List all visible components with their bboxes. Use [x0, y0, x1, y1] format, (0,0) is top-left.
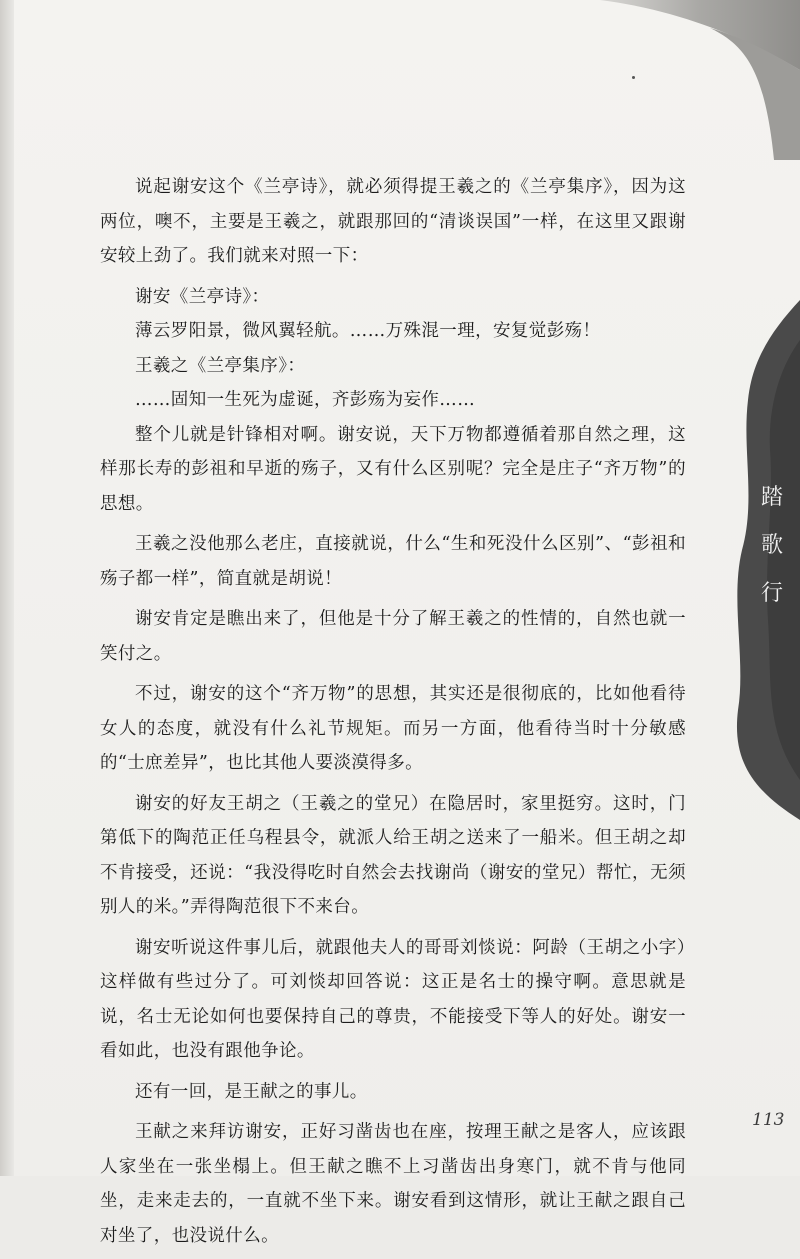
paragraph: 王献之来拜访谢安，正好习凿齿也在座，按理王献之是客人，应该跟人家坐在一张坐榻上。但王献之瞧不上习凿齿出身寒门，就不肯与他同坐，走来走去的，一直就不坐下来。谢安看到这情形，就让王献之跟自己对坐了，也没说什么。 — [100, 1122, 686, 1246]
poem-title: 谢安《兰亭诗》： — [135, 286, 270, 307]
body-text — [100, 170, 686, 1259]
paragraph: 还有一回，是王献之的事儿。 — [135, 1081, 368, 1102]
paragraph: 谢安肯定是瞧出来了，但他是十分了解王羲之的性情的，自然也就一笑付之。 — [100, 609, 686, 664]
page-speck — [632, 76, 635, 79]
page-binding-edge — [0, 0, 14, 1176]
page-number: 113 — [752, 1110, 785, 1130]
running-title-vertical — [752, 478, 792, 614]
running-title-char: 行 — [760, 581, 783, 606]
running-title-char: 踏 — [760, 485, 783, 510]
paragraph: 谢安的好友王胡之（王羲之的堂兄）在隐居时，家里挺穷。这时，门第低下的陶范正任乌程县令，就派人给王胡之送来了一船米。但王胡之却不肯接受，还说：“我没得吃时自然会去找谢尚（谢安的堂兄）帮忙，无须别人的米。”弄得陶范很下不来台。 — [100, 793, 686, 917]
page-curl-decoration — [560, 0, 800, 160]
paragraph: 说起谢安这个《兰亭诗》，就必须得提王羲之的《兰亭集序》，因为这两位，噢不，主要是王羲之，就跟那回的“清谈误国”一样，在这里又跟谢安较上劲了。我们就来对照一下： — [100, 177, 686, 266]
running-title-char: 歌 — [760, 533, 783, 558]
poem-quote: 薄云罗阳景，微风翼轻航。……万殊混一理，安复觉彭殇！ — [135, 321, 601, 341]
preface-quote: ……固知一生死为虚诞，齐彭殇为妄作…… — [135, 390, 476, 410]
preface-title: 王羲之《兰亭集序》： — [135, 355, 306, 376]
paragraph: 谢安听说这件事儿后，就跟他夫人的哥哥刘惔说：阿龄（王胡之小字）这样做有些过分了。可刘惔却回答说：这正是名士的操守啊。意思就是说，名士无论如何也要保持自己的尊贵，不能接受下等人的好处。谢安一看如此，也没有跟他争论。 — [100, 937, 686, 1061]
paragraph: 整个儿就是针锋相对啊。谢安说，天下万物都遵循着那自然之理，这样那长寿的彭祖和早逝的殇子，又有什么区别呢？完全是庄子“齐万物”的思想。 — [100, 424, 686, 514]
paragraph: 王羲之没他那么老庄，直接就说，什么“生和死没什么区别”、“彭祖和殇子都一样”，简直就是胡说！ — [100, 534, 686, 589]
paragraph: 不过，谢安的这个“齐万物”的思想，其实还是很彻底的，比如他看待女人的态度，就没有什么礼节规矩。而另一方面，他看待当时十分敏感的“士庶差异”，也比其他人要淡漠得多。 — [100, 684, 686, 773]
